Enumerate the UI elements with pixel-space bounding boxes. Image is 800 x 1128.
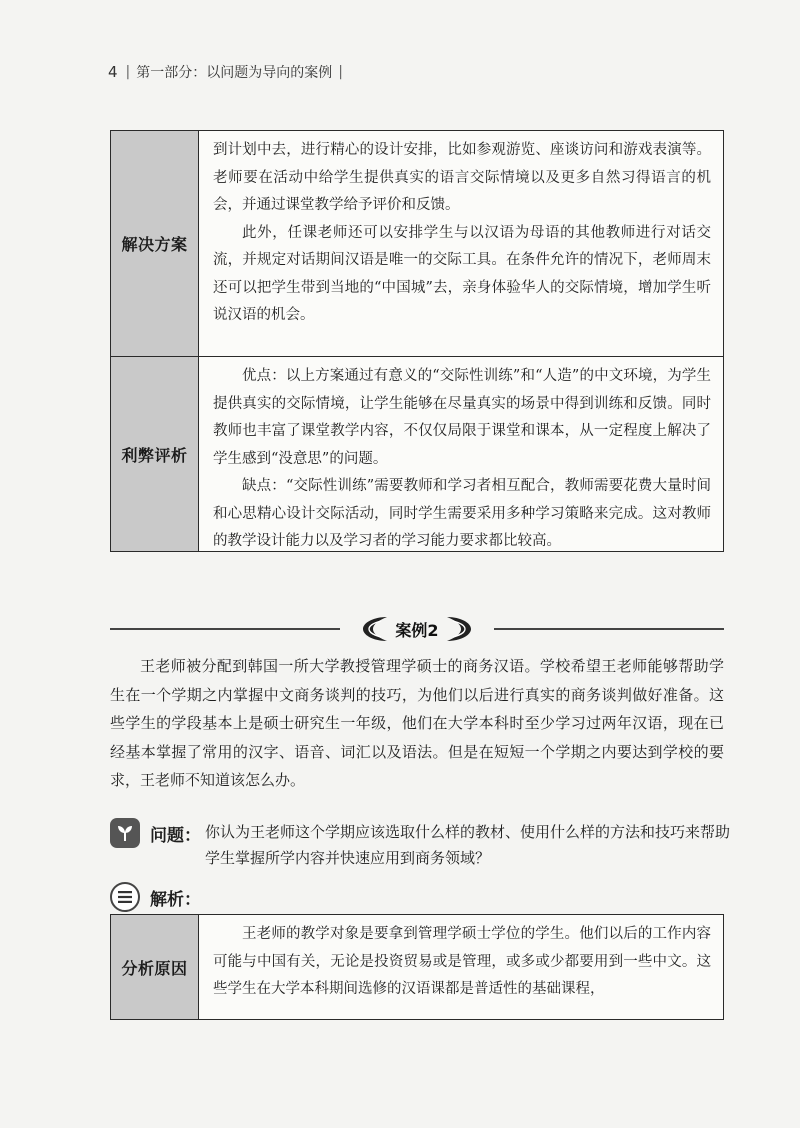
case-title-group <box>342 614 492 644</box>
question-block <box>110 818 730 871</box>
row-label: 分析原因 <box>111 915 199 1019</box>
row-content <box>199 915 723 1019</box>
analysis-label: 解析： <box>150 889 201 910</box>
running-header <box>108 62 343 82</box>
page-number: 4 <box>108 63 118 81</box>
question-text: 你认为王老师这个学期应该选取什么样的教材、使用什么样的方法和技巧来帮助学生掌握所学内容并快速应用到商务领域？ <box>205 823 731 867</box>
row-label: 解决方案 <box>111 131 199 356</box>
row-content <box>199 131 723 356</box>
section-title: 第一部分：以问题为导向的案例 <box>136 65 333 81</box>
case-banner <box>110 614 724 644</box>
leaf-left-icon <box>359 615 389 643</box>
row-label: 利弊评析 <box>111 357 199 551</box>
divider <box>494 628 724 630</box>
leaf-right-icon <box>445 615 475 643</box>
table-row <box>111 915 723 1019</box>
table-row <box>111 356 723 551</box>
question-label: 问题： <box>150 826 201 846</box>
table-row <box>111 131 723 356</box>
header-separator: | <box>338 64 343 80</box>
header-separator: | <box>125 64 131 80</box>
paragraph: 王老师被分配到韩国一所大学教授管理学硕士的商务汉语。学校希望王老师能够帮助学生在一个学期之内掌握中文商务谈判的技巧，为他们以后进行真实的商务谈判做好准备。这些学生的学段基本上是硕士研究生一年级，他们在大学本科时至少学习过两年汉语，现在已经基本掌握了常用的汉字、语音、词汇以及语法。但是在短短一个学期之内要达到学校的要求，王老师不知道该怎么办。 <box>110 657 724 789</box>
sprout-icon <box>110 818 140 848</box>
paragraph: 王老师的教学对象是要拿到管理学硕士学位的学生。他们以后的工作内容可能与中国有关，无论是投资贸易或是管理，或多或少都要用到一些中文。这些学生在大学本科期间选修的汉语课都是普适性的基础课程， <box>213 926 711 997</box>
paragraph: 此外，任课老师还可以安排学生与以汉语为母语的其他教师进行对话交流，并规定对话期间汉语是唯一的交际工具。在条件允许的情况下，老师周末还可以把学生带到当地的“中国城”去，亲身体验华人的交际情境，增加学生听说汉语的机会。 <box>213 224 711 323</box>
paragraph: 优点：以上方案通过有意义的“交际性训练”和“人造”的中文环境，为学生提供真实的交际情境，让学生能够在尽量真实的场景中得到训练和反馈。同时教师也丰富了课堂教学内容，不仅仅局限于课堂和课本，从一定程度上解决了学生感到“没意思”的问题。 <box>213 368 711 467</box>
divider <box>110 628 340 630</box>
case-description <box>110 652 724 795</box>
row-content <box>199 357 723 551</box>
solution-table <box>110 130 724 552</box>
analysis-table <box>110 914 724 1020</box>
paragraph: 缺点：“交际性训练”需要教师和学习者相互配合，教师需要花费大量时间和心思精心设计交际活动，同时学生需要采用多种学习策略来完成。这对教师的教学设计能力以及学习者的学习能力要求都比较高。 <box>213 478 711 549</box>
paragraph: 到计划中去，进行精心的设计安排，比如参观游览、座谈访问和游戏表演等。老师要在活动中给学生提供真实的语言交际情境以及更多自然习得语言的机会，并通过课堂教学给予评价和反馈。 <box>213 142 711 213</box>
list-icon <box>110 882 140 912</box>
analysis-heading <box>110 882 201 912</box>
case-title: 案例2 <box>395 620 439 640</box>
